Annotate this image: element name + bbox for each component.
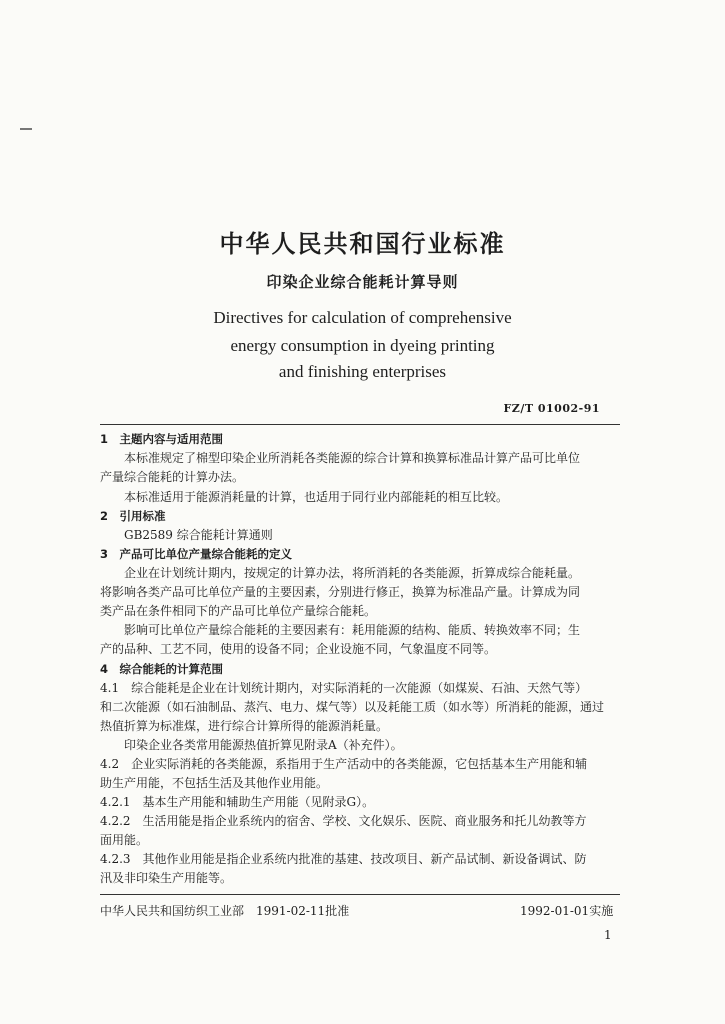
paragraph-line: GB2589 综合能耗计算通则 <box>100 528 273 542</box>
effective-date: 1992-01-01实施 <box>520 904 614 918</box>
page-number: 1 <box>604 928 612 942</box>
paragraph-line: 4.1 综合能耗是企业在计划统计期内，对实际消耗的一次能源（如煤炭、石油、天然气等） <box>100 681 588 695</box>
scan-mark <box>20 128 32 130</box>
paragraph-line: 汛及非印染生产用能等。 <box>100 871 233 885</box>
paragraph-line: 企业在计划统计期内，按规定的计算办法，将所消耗的各类能源，折算成综合能耗量。 <box>100 566 581 580</box>
section-heading: 3 产品可比单位产量综合能耗的定义 <box>100 547 292 561</box>
paragraph-line: 产量综合能耗的计算办法。 <box>100 470 245 484</box>
english-title-line-1: Directives for calculation of comprehensive <box>213 308 512 327</box>
footer-divider <box>100 894 620 895</box>
paragraph-line: 助生产用能，不包括生活及其他作业用能。 <box>100 776 329 790</box>
paragraph-line: 影响可比单位产量综合能耗的主要因素有：耗用能源的结构、能质、转换效率不同；生 <box>100 623 581 637</box>
header-divider <box>100 424 620 425</box>
paragraph-line: 类产品在条件相同下的产品可比单位产量综合能耗。 <box>100 604 377 618</box>
section-heading: 4 综合能耗的计算范围 <box>100 662 224 676</box>
english-title-line-2: energy consumption in dyeing printing <box>230 336 495 355</box>
paragraph-line: 产的品种、工艺不同，使用的设备不同；企业设施不同，气象温度不同等。 <box>100 642 497 656</box>
section-heading: 1 主题内容与适用范围 <box>100 432 224 446</box>
paragraph-line: 本标准适用于能源消耗量的计算，也适用于同行业内部能耗的相互比较。 <box>100 490 509 504</box>
document-subtitle: 印染企业综合能耗计算导则 <box>266 273 459 291</box>
paragraph-line: 将影响各类产品可比单位产量的主要因素，分别进行修正，换算为标准品产量。计算成为同 <box>100 585 581 599</box>
paragraph-line: 和二次能源（如石油制品、蒸汽、电力、煤气等）以及耗能工质（如水等）所消耗的能源，通过 <box>100 700 605 714</box>
section-heading: 2 引用标准 <box>100 509 166 523</box>
english-title-line-3: and finishing enterprises <box>278 362 447 381</box>
standard-code: FZ/T 01002-91 <box>503 402 600 415</box>
paragraph-line: 印染企业各类常用能源热值折算见附录A（补充件）。 <box>100 738 403 752</box>
issuer-note: 中华人民共和国纺织工业部 1991-02-11批准 <box>100 904 350 918</box>
paragraph-line: 本标准规定了棉型印染企业所消耗各类能源的综合计算和换算标准品计算产品可比单位 <box>100 451 581 465</box>
paragraph-line: 热值折算为标准煤，进行综合计算所得的能源消耗量。 <box>100 719 389 733</box>
paragraph-line: 面用能。 <box>100 833 149 847</box>
paragraph-line: 4.2.3 其他作业用能是指企业系统内批准的基建、技改项目、新产品试制、新设备调试、防 <box>100 852 587 866</box>
paragraph-line: 4.2.2 生活用能是指企业系统内的宿舍、学校、文化娱乐、医院、商业服务和托儿幼教等方 <box>100 814 587 828</box>
paragraph-line: 4.2 企业实际消耗的各类能源，系指用于生产活动中的各类能源，它包括基本生产用能和辅 <box>100 757 588 771</box>
paragraph-line: 4.2.1 基本生产用能和辅助生产用能（见附录G）。 <box>100 795 375 809</box>
document-title: 中华人民共和国行业标准 <box>219 229 506 258</box>
